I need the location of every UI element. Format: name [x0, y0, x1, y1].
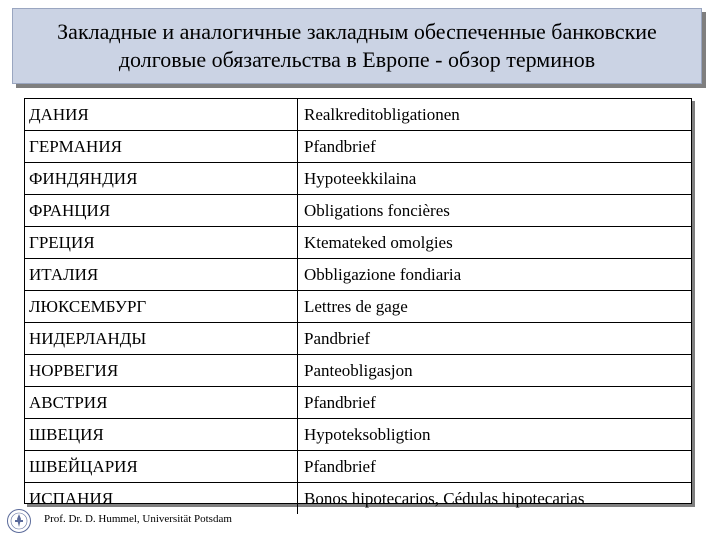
country-cell: ДАНИЯ — [25, 99, 298, 131]
table-row — [25, 131, 691, 163]
footer-credit: Prof. Dr. D. Hummel, Universität Potsdam — [44, 513, 232, 525]
table-row — [25, 291, 691, 323]
term-cell: Bonos hipotecarios, Cédulas hipotecarias — [298, 483, 692, 515]
table-row — [25, 99, 691, 131]
terms-table-body — [25, 99, 691, 514]
table-row — [25, 419, 691, 451]
term-cell: Hypoteksobligtion — [298, 419, 692, 451]
term-cell: Panteobligasjon — [298, 355, 692, 387]
term-cell: Lettres de gage — [298, 291, 692, 323]
country-cell: ИСПАНИЯ — [25, 483, 298, 515]
table-row — [25, 259, 691, 291]
table-row — [25, 323, 691, 355]
country-cell: НИДЕРЛАНДЫ — [25, 323, 298, 355]
country-cell: ЛЮКСЕМБУРГ — [25, 291, 298, 323]
country-cell: ИТАЛИЯ — [25, 259, 298, 291]
terms-table — [25, 99, 691, 514]
table-row — [25, 451, 691, 483]
country-cell: ГЕРМАНИЯ — [25, 131, 298, 163]
term-cell: Ktemateked omolgies — [298, 227, 692, 259]
table-row — [25, 387, 691, 419]
term-cell: Pfandbrief — [298, 387, 692, 419]
country-cell: НОРВЕГИЯ — [25, 355, 298, 387]
table-row — [25, 227, 691, 259]
table-row — [25, 195, 691, 227]
country-cell: ГРЕЦИЯ — [25, 227, 298, 259]
table-row — [25, 163, 691, 195]
country-cell: ШВЕЦИЯ — [25, 419, 298, 451]
term-cell: Obbligazione fondiaria — [298, 259, 692, 291]
term-cell: Obligations foncières — [298, 195, 692, 227]
table-row — [25, 483, 691, 515]
term-cell: Realkreditobligationen — [298, 99, 692, 131]
slide-title-line-2: долговые обязательства в Европе - обзор терминов — [118, 47, 596, 72]
term-cell: Hypoteekkilaina — [298, 163, 692, 195]
country-cell: ФРАНЦИЯ — [25, 195, 298, 227]
terms-table-container — [24, 98, 692, 508]
table-row — [25, 355, 691, 387]
slide-title-box — [12, 8, 702, 84]
university-seal-icon — [6, 508, 32, 534]
term-cell: Pandbrief — [298, 323, 692, 355]
country-cell: ШВЕЙЦАРИЯ — [25, 451, 298, 483]
country-cell: ФИНДЯНДИЯ — [25, 163, 298, 195]
term-cell: Pfandbrief — [298, 451, 692, 483]
country-cell: АВСТРИЯ — [25, 387, 298, 419]
term-cell: Pfandbrief — [298, 131, 692, 163]
slide-title-line-1: Закладные и аналогичные закладным обеспеченные банковские — [57, 19, 657, 44]
